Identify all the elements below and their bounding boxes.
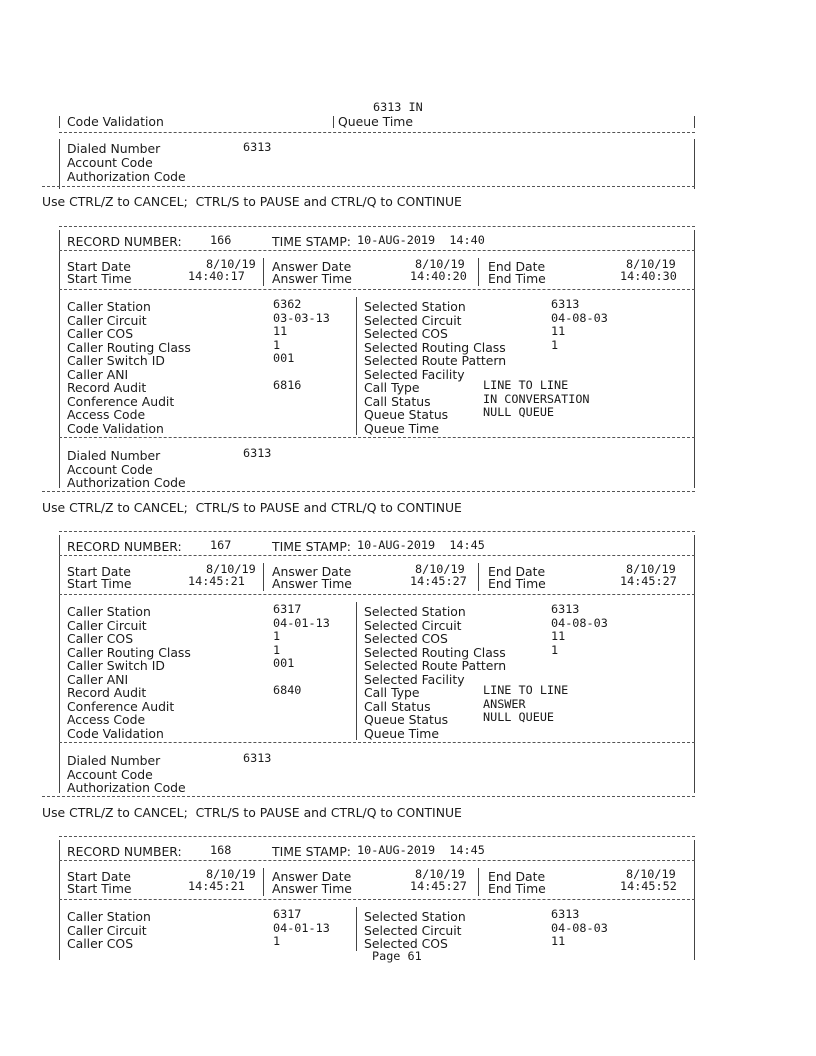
selected-cos-label: Selected COS [364,326,448,341]
answer-date-label: Answer Date [272,564,352,579]
caller-circuit-label: Caller Circuit [67,923,147,938]
column-divider [263,868,264,896]
selected-route-pattern-label: Selected Route Pattern [364,353,507,368]
selected-cos-value: 11 [551,629,566,643]
start-date-label: Start Date [67,869,131,884]
selected-routing-class-value: 1 [551,643,559,657]
caller-switch-id-label: Caller Switch ID [67,353,165,368]
selected-circuit-value: 04-08-03 [551,616,608,630]
caller-switch-id-value: 001 [273,351,295,365]
caller-cos-value: 1 [273,934,281,948]
selected-circuit-label: Selected Circuit [364,313,462,328]
caller-station-value: 6317 [273,907,302,921]
end-date-value: 8/10/19 [626,257,676,271]
call-type-value: LINE TO LINE [483,683,569,697]
section-rule [59,289,695,290]
caller-cos-value: 1 [273,629,281,643]
answer-time-value: 14:45:27 [410,574,467,588]
right-border [694,116,695,128]
start-date-label: Start Date [67,259,131,274]
end-date-value: 8/10/19 [626,867,676,881]
caller-routing-class-label: Caller Routing Class [67,340,191,355]
record-number-value: 166 [210,233,232,247]
answer-time-value: 14:45:27 [410,879,467,893]
caller-station-label: Caller Station [67,909,151,924]
answer-date-value: 8/10/19 [415,257,465,271]
selected-facility-label: Selected Facility [364,367,465,382]
right-border [694,139,695,189]
caller-routing-class-value: 1 [273,338,281,352]
answer-date-label: Answer Date [272,869,352,884]
end-date-label: End Date [488,869,546,884]
record-audit-label: Record Audit [67,685,147,700]
time-stamp-value: 10-AUG-2019 14:45 [357,843,485,857]
selected-facility-label: Selected Facility [364,672,465,687]
caller-ani-label: Caller ANI [67,367,129,382]
end-time-label: End Time [488,576,546,591]
account-code-label: Account Code [67,462,153,477]
record-number-value: 168 [210,843,232,857]
dialed-number-value: 6313 [243,751,272,765]
record-number-label: RECORD NUMBER: [67,844,182,859]
caller-cos-value: 11 [273,324,288,338]
dialed-number-label: Dialed Number [67,448,161,463]
selected-circuit-value: 04-08-03 [551,311,608,325]
selected-station-value: 6313 [551,602,580,616]
queue-status-label: Queue Status [364,407,449,422]
right-border [694,840,695,960]
caller-cos-label: Caller COS [67,936,134,951]
access-code-label: Access Code [67,712,146,727]
record-number-label: RECORD NUMBER: [67,539,182,554]
end-time-value: 14:45:27 [620,574,677,588]
record-rule [59,531,695,532]
caller-routing-class-value: 1 [273,643,281,657]
end-time-value: 14:45:52 [620,879,677,893]
start-time-label: Start Time [67,881,132,896]
start-time-value: 14:45:21 [188,574,245,588]
caller-circuit-value: 03-03-13 [273,311,330,325]
record-audit-label: Record Audit [67,380,147,395]
answer-date-label: Answer Date [272,259,352,274]
answer-date-value: 8/10/19 [415,867,465,881]
section-rule [59,555,695,556]
end-time-label: End Time [488,271,546,286]
record-rule [42,491,695,492]
section-rule [42,186,695,187]
end-time-label: End Time [488,881,546,896]
section-rule [59,132,695,133]
caller-circuit-value: 04-01-13 [273,921,330,935]
call-status-value: ANSWER [483,697,526,711]
record-rule [59,226,695,227]
queue-status-value: NULL QUEUE [483,710,555,724]
record-rule [42,796,695,797]
dialed-number-value: 6313 [243,446,272,460]
conference-audit-label: Conference Audit [67,699,175,714]
caller-switch-id-label: Caller Switch ID [67,658,165,673]
call-status-label: Call Status [364,394,431,409]
section-rule [59,250,695,251]
selected-routing-class-value: 1 [551,338,559,352]
start-time-label: Start Time [67,576,132,591]
queue-time-label: Queue Time [338,114,413,129]
start-date-label: Start Date [67,564,131,579]
conference-audit-label: Conference Audit [67,394,175,409]
call-status-label: Call Status [364,699,431,714]
continue-prompt: Use CTRL/Z to CANCEL; CTRL/S to PAUSE and CTRL/Q to CONTINUE [42,805,462,820]
call-type-label: Call Type [364,380,420,395]
caller-station-value: 6362 [273,297,302,311]
right-border [694,230,695,488]
authorization-code-label: Authorization Code [67,169,186,184]
selected-cos-label: Selected COS [364,936,448,951]
record-audit-value: 6816 [273,378,302,392]
end-date-label: End Date [488,259,546,274]
start-time-value: 14:40:17 [188,269,245,283]
start-time-value: 14:45:21 [188,879,245,893]
section-rule [59,437,695,438]
selected-route-pattern-label: Selected Route Pattern [364,658,507,673]
time-stamp-label: TIME STAMP: [272,234,351,249]
left-border [59,840,60,960]
column-divider [356,297,357,435]
section-rule [59,742,695,743]
record-number-value: 167 [210,538,232,552]
code-validation-label: Code Validation [67,421,164,436]
caller-cos-label: Caller COS [67,326,134,341]
call-type-value: LINE TO LINE [483,378,569,392]
caller-circuit-value: 04-01-13 [273,616,330,630]
access-code-label: Access Code [67,407,146,422]
selected-station-value: 6313 [551,297,580,311]
dialed-number-label: Dialed Number [67,141,161,156]
selected-station-label: Selected Station [364,909,466,924]
start-time-label: Start Time [67,271,132,286]
time-stamp-value: 10-AUG-2019 14:40 [357,233,485,247]
call-type-label: Call Type [364,685,420,700]
start-date-value: 8/10/19 [206,257,256,271]
selected-cos-label: Selected COS [364,631,448,646]
queue-value: 6313 IN [373,100,423,114]
time-stamp-label: TIME STAMP: [272,844,351,859]
record-number-label: RECORD NUMBER: [67,234,182,249]
page-number: Page 61 [372,949,422,963]
continue-prompt: Use CTRL/Z to CANCEL; CTRL/S to PAUSE and CTRL/Q to CONTINUE [42,194,462,209]
column-divider [356,602,357,740]
code-validation-label: Code Validation [67,726,164,741]
end-time-value: 14:40:30 [620,269,677,283]
column-divider [333,116,334,128]
record-rule [59,836,695,837]
account-code-label: Account Code [67,767,153,782]
caller-cos-label: Caller COS [67,631,134,646]
selected-cos-value: 11 [551,324,566,338]
caller-switch-id-value: 001 [273,656,295,670]
queue-status-label: Queue Status [364,712,449,727]
selected-circuit-value: 04-08-03 [551,921,608,935]
account-code-label: Account Code [67,155,153,170]
column-divider [263,563,264,591]
authorization-code-label: Authorization Code [67,475,186,490]
section-rule [59,899,695,900]
continue-prompt: Use CTRL/Z to CANCEL; CTRL/S to PAUSE and CTRL/Q to CONTINUE [42,500,462,515]
dialed-number-label: Dialed Number [67,753,161,768]
caller-circuit-label: Caller Circuit [67,618,147,633]
record-audit-value: 6840 [273,683,302,697]
queue-time-label: Queue Time [364,421,439,436]
caller-station-label: Caller Station [67,299,151,314]
queue-status-value: NULL QUEUE [483,405,555,419]
caller-station-value: 6317 [273,602,302,616]
answer-time-label: Answer Time [272,576,352,591]
section-rule [59,860,695,861]
authorization-code-label: Authorization Code [67,780,186,795]
left-border [59,535,60,793]
start-date-value: 8/10/19 [206,867,256,881]
answer-time-label: Answer Time [272,271,352,286]
selected-circuit-label: Selected Circuit [364,923,462,938]
column-divider [478,868,479,896]
code-validation-label: Code Validation [67,114,164,129]
answer-date-value: 8/10/19 [415,562,465,576]
call-status-value: IN CONVERSATION [483,392,590,406]
column-divider [356,907,357,951]
selected-routing-class-label: Selected Routing Class [364,645,506,660]
left-border [59,230,60,488]
selected-routing-class-label: Selected Routing Class [364,340,506,355]
caller-circuit-label: Caller Circuit [67,313,147,328]
caller-routing-class-label: Caller Routing Class [67,645,191,660]
selected-station-label: Selected Station [364,604,466,619]
selected-circuit-label: Selected Circuit [364,618,462,633]
end-date-value: 8/10/19 [626,562,676,576]
answer-time-value: 14:40:20 [410,269,467,283]
left-border [59,116,60,128]
caller-ani-label: Caller ANI [67,672,129,687]
answer-time-label: Answer Time [272,881,352,896]
dialed-number-value: 6313 [243,140,272,154]
selected-station-label: Selected Station [364,299,466,314]
column-divider [263,258,264,286]
end-date-label: End Date [488,564,546,579]
time-stamp-label: TIME STAMP: [272,539,351,554]
section-rule [59,594,695,595]
right-border [694,535,695,793]
queue-time-label: Queue Time [364,726,439,741]
time-stamp-value: 10-AUG-2019 14:45 [357,538,485,552]
selected-station-value: 6313 [551,907,580,921]
caller-station-label: Caller Station [67,604,151,619]
left-border [59,139,60,189]
selected-cos-value: 11 [551,934,566,948]
start-date-value: 8/10/19 [206,562,256,576]
column-divider [478,563,479,591]
column-divider [478,258,479,286]
